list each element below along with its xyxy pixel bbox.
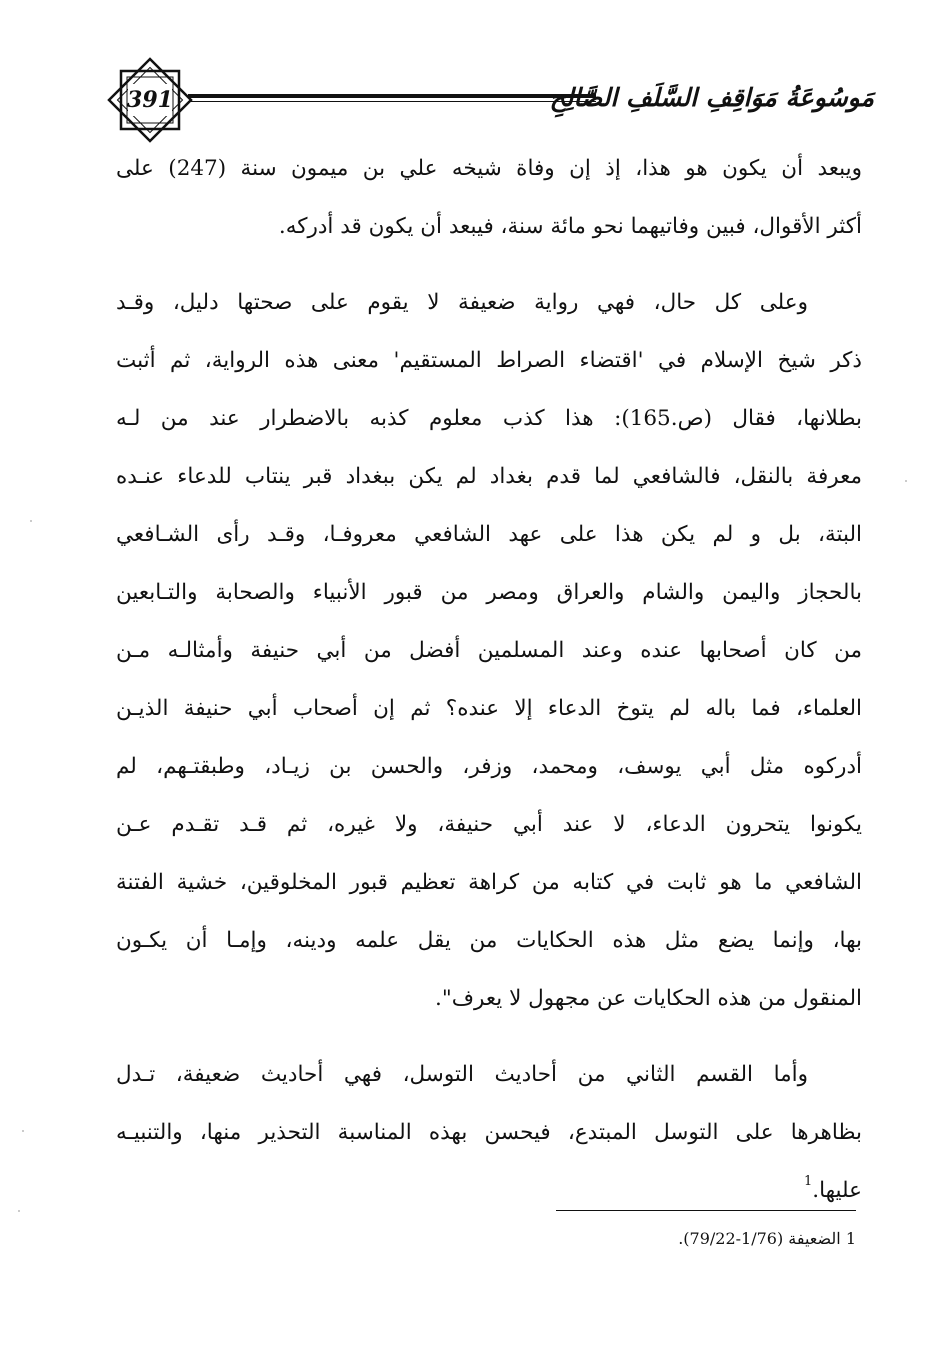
footnote: [500, 1226, 856, 1252]
scan-speck: [905, 480, 907, 482]
page-number: 391: [127, 87, 173, 113]
text-line: بطلانها، فقال (ص.165): هذا كذب معلوم كذبه بالاضطرار عند من لـه: [116, 406, 862, 431]
text-line: الشافعي ما هو ثابت في كتابه من كراهة تعظيم قبور المخلوقين، خشية الفتنة: [116, 870, 862, 895]
body-text: [116, 140, 862, 1220]
footnote-reference[interactable]: 1: [803, 1174, 813, 1189]
text-line: وأما القسم الثاني من أحاديث التوسل، فهي أحاديث ضعيفة، تـدل: [116, 1062, 808, 1087]
scan-speck: [30, 520, 32, 522]
text-line: بظاهرها على التوسل المبتدع، فيحسن بهذه المناسبة التحذير منها، والتنبيـه: [116, 1120, 862, 1145]
footnote-text: الضعيفة (1/76-79/22).: [678, 1229, 841, 1248]
page-number-badge: [108, 64, 192, 136]
text-line: معرفة بالنقل، فالشافعي لما قدم بغداد لم يكن ببغداد قبر ينتاب للدعاء عنـده: [116, 464, 862, 489]
text-line: ويبعد أن يكون هو هذا، إذ إن وفاة شيخه علي بن ميمون سنة (247) على: [116, 156, 862, 181]
book-title: مَوسُوعَةُ مَوَاقِفِ السَّلَفِ الصَّالِحِ: [549, 83, 874, 112]
running-header: [108, 64, 874, 136]
footnote-number: 1: [845, 1229, 856, 1248]
header-rule: [188, 92, 596, 104]
text-line: بالحجاز واليمن والشام والعراق ومصر من قبور الأنبياء والصحابة والتـابعين: [116, 580, 862, 605]
scan-speck: [22, 1130, 24, 1132]
text-line: ذكر شيخ الإسلام في 'اقتضاء الصراط المستقيم' معنى هذه الرواية، ثم أثبت: [116, 348, 862, 373]
text-line-with-footnote: [116, 1162, 862, 1220]
text-line: العلماء، فما باله لم يتوخ الدعاء إلا عنده؟ ثم إن أصحاب أبي حنيفة الذيـن: [116, 696, 862, 721]
scan-speck: [18, 1210, 20, 1212]
text-fragment: عليها.: [812, 1178, 862, 1203]
text-line: أدركوه مثل أبي يوسف، ومحمد، وزفر، والحسن بن زيـاد، وطبقتـهم، لم: [116, 754, 862, 779]
text-line: من كان أصحابها عنده وعند المسلمين أفضل من أبي حنيفة وأمثالـه مـن: [116, 638, 862, 663]
text-line: البتة، بل و لم يكن هذا على عهد الشافعي معروفـا، وقـد رأى الشـافعي: [116, 522, 862, 547]
text-line: أكثر الأقوال، فبين وفاتيهما نحو مائة سنة، فيبعد أن يكون قد أدركه.: [278, 214, 862, 239]
footnote-divider: [556, 1210, 856, 1211]
text-line: وعلى كل حال، فهي رواية ضعيفة لا يقوم على صحتها دليل، وقـد: [116, 290, 808, 315]
text-line: بها، وإنما يضع مثل هذه الحكايات من يقل علمه ودينه، وإمـا أن يكـون: [116, 928, 862, 953]
text-line: يكونوا يتحرون الدعاء، لا عند أبي حنيفة، ولا غيره، ثم قـد تقـدم عـن: [116, 812, 862, 837]
text-line: المنقول من هذه الحكايات عن مجهول لا يعرف".: [435, 986, 862, 1011]
